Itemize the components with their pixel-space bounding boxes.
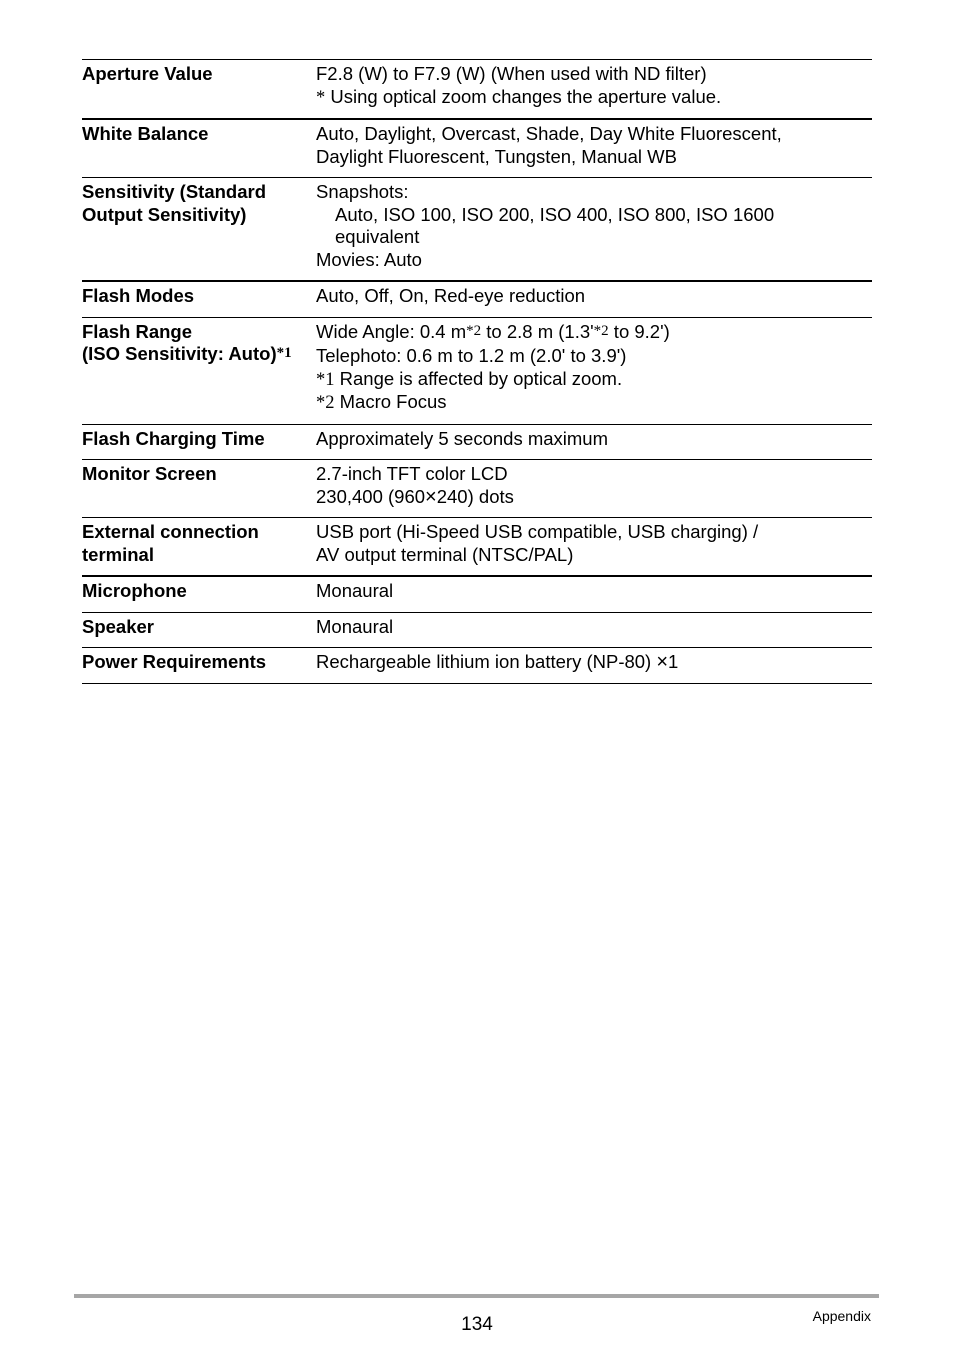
spec-label: Microphone xyxy=(82,580,187,601)
spec-value: Rechargeable lithium ion battery (NP-80) ×1 xyxy=(316,651,679,673)
spec-row-flash-range xyxy=(82,317,872,424)
spec-label: White Balance xyxy=(82,123,209,144)
footnote-mark: *2 xyxy=(593,322,609,339)
specifications-table xyxy=(82,59,872,684)
spec-label: Flash Charging Time xyxy=(82,427,265,449)
spec-label: Speaker xyxy=(82,615,154,637)
spec-label: Power Requirements xyxy=(82,651,267,672)
spec-value: Snapshots: Auto, ISO 100, ISO 200, ISO 400, ISO 800, ISO 1600 equivalent Movies: Auto xyxy=(316,181,775,270)
multiply-sign: × xyxy=(656,651,669,673)
spec-row-microphone xyxy=(82,576,872,612)
footer-divider xyxy=(74,1294,879,1298)
spec-label: Flash Range (ISO Sensitivity: Auto)*1 xyxy=(82,320,292,364)
spec-row-external-connection-terminal xyxy=(82,518,872,577)
spec-row-aperture-value xyxy=(82,60,872,120)
multiply-sign: × xyxy=(425,485,437,508)
spec-value: Approximately 5 seconds maximum xyxy=(316,427,608,449)
spec-value: Monaural xyxy=(316,580,394,601)
spec-label: Monitor Screen xyxy=(82,463,217,484)
footnote-mark: * xyxy=(316,87,326,108)
spec-label: Flash Modes xyxy=(82,285,195,306)
footnote-mark: *2 xyxy=(466,322,482,339)
spec-value: Auto, Off, On, Red-eye reduction xyxy=(316,285,586,306)
spec-row-power-requirements xyxy=(82,648,872,684)
spec-label: Sensitivity (Standard Output Sensitivity) xyxy=(82,181,267,225)
spec-row-speaker xyxy=(82,612,872,648)
spec-label: External connection terminal xyxy=(82,521,259,565)
spec-label: Aperture Value xyxy=(82,63,213,84)
spec-row-flash-modes xyxy=(82,281,872,317)
spec-value: Auto, Daylight, Overcast, Shade, Day White Fluorescent, Daylight Fluorescent, Tungsten, Manual WB xyxy=(316,123,782,167)
spec-row-white-balance xyxy=(82,119,872,178)
footnote-mark: *1 xyxy=(316,369,335,390)
spec-row-monitor-screen xyxy=(82,460,872,518)
spec-value: Wide Angle: 0.4 m*2 to 2.8 m (1.3'*2 to 9.2') Telephoto: 0.6 m to 1.2 m (2.0' to 3.9') *1 Range is affected by optical zoom. *2 Macro Focus xyxy=(316,320,670,413)
page-number: 134 xyxy=(461,1314,493,1335)
spec-row-sensitivity xyxy=(82,178,872,282)
footnote-mark: *1 xyxy=(276,345,292,361)
spec-value: USB port (Hi-Speed USB compatible, USB charging) / AV output terminal (NTSC/PAL) xyxy=(316,521,759,565)
section-name: Appendix xyxy=(812,1308,871,1324)
spec-value: F2.8 (W) to F7.9 (W) (When used with ND filter) * Using optical zoom changes the aperture value. xyxy=(316,63,722,108)
spec-value: 2.7-inch TFT color LCD 230,400 (960×240) dots xyxy=(316,463,514,508)
spec-value: Monaural xyxy=(316,615,394,637)
spec-row-flash-charging-time xyxy=(82,424,872,460)
footnote-mark: *2 xyxy=(316,393,335,413)
